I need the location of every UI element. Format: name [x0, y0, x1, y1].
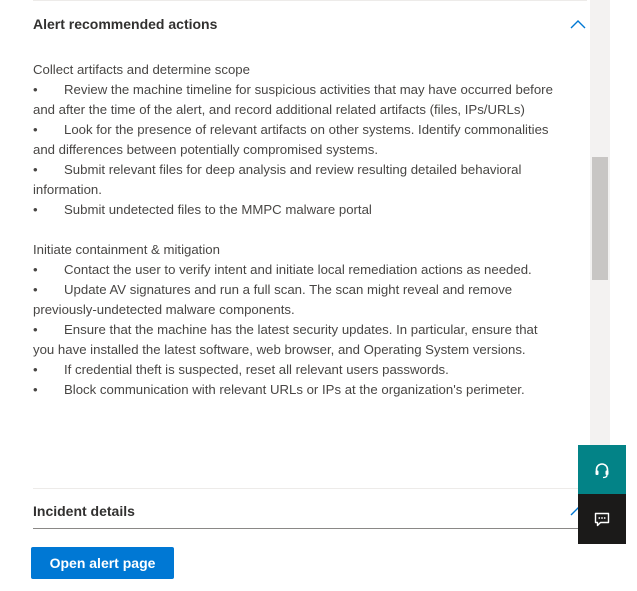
bullet-icon: • — [33, 262, 38, 277]
bullet-icon: • — [33, 82, 38, 97]
list-item: • Block communication with relevant URLs or IPs at the organization's perimeter. — [33, 380, 558, 400]
bullet-icon: • — [33, 322, 38, 337]
open-alert-page-button[interactable]: Open alert page — [31, 547, 174, 579]
incident-underline — [33, 528, 587, 529]
group-title: Initiate containment & mitigation — [33, 242, 220, 257]
list-item: • Submit undetected files to the MMPC malware portal — [33, 200, 558, 220]
incident-details-header[interactable] — [33, 500, 587, 522]
group-title: Collect artifacts and determine scope — [33, 62, 250, 77]
alert-actions-content — [33, 60, 558, 400]
list-item: • Submit relevant files for deep analysis and review resulting detailed behavioral information. — [33, 162, 522, 197]
list-item: • Update AV signatures and run a full scan. The scan might reveal and remove previously-undetected malware components. — [33, 282, 513, 317]
list-item: • If credential theft is suspected, reset all relevant users passwords. — [33, 360, 558, 380]
bullet-icon: • — [33, 282, 38, 297]
bullet-icon: • — [33, 122, 38, 137]
spacer — [33, 220, 558, 240]
alert-actions-title: Alert recommended actions — [33, 16, 218, 32]
help-button[interactable] — [578, 445, 626, 494]
section-divider — [33, 488, 587, 489]
top-divider — [33, 0, 587, 1]
incident-details-title: Incident details — [33, 503, 135, 519]
alert-actions-header[interactable] — [33, 12, 587, 36]
bullet-icon: • — [33, 362, 38, 377]
bullet-icon: • — [33, 202, 38, 217]
headset-icon — [593, 461, 611, 479]
bullet-icon: • — [33, 162, 38, 177]
bullet-icon: • — [33, 382, 38, 397]
scrollbar-thumb[interactable] — [592, 157, 608, 280]
list-item: • Look for the presence of relevant artifacts on other systems. Identify commonalities and differences between potentially compromised systems. — [33, 122, 549, 157]
list-item: • Review the machine timeline for suspicious activities that may have occurred before and after the time of the alert, and record additional related artifacts (files, IPs/URLs) — [33, 82, 553, 117]
feedback-button[interactable] — [578, 494, 626, 544]
chevron-up-icon[interactable] — [569, 18, 587, 30]
list-item: • Ensure that the machine has the latest security updates. In particular, ensure that you have installed the latest software, web browser, and Operating System versions. — [33, 322, 538, 357]
feedback-icon — [593, 510, 611, 528]
list-item: • Contact the user to verify intent and initiate local remediation actions as needed. — [33, 260, 558, 280]
